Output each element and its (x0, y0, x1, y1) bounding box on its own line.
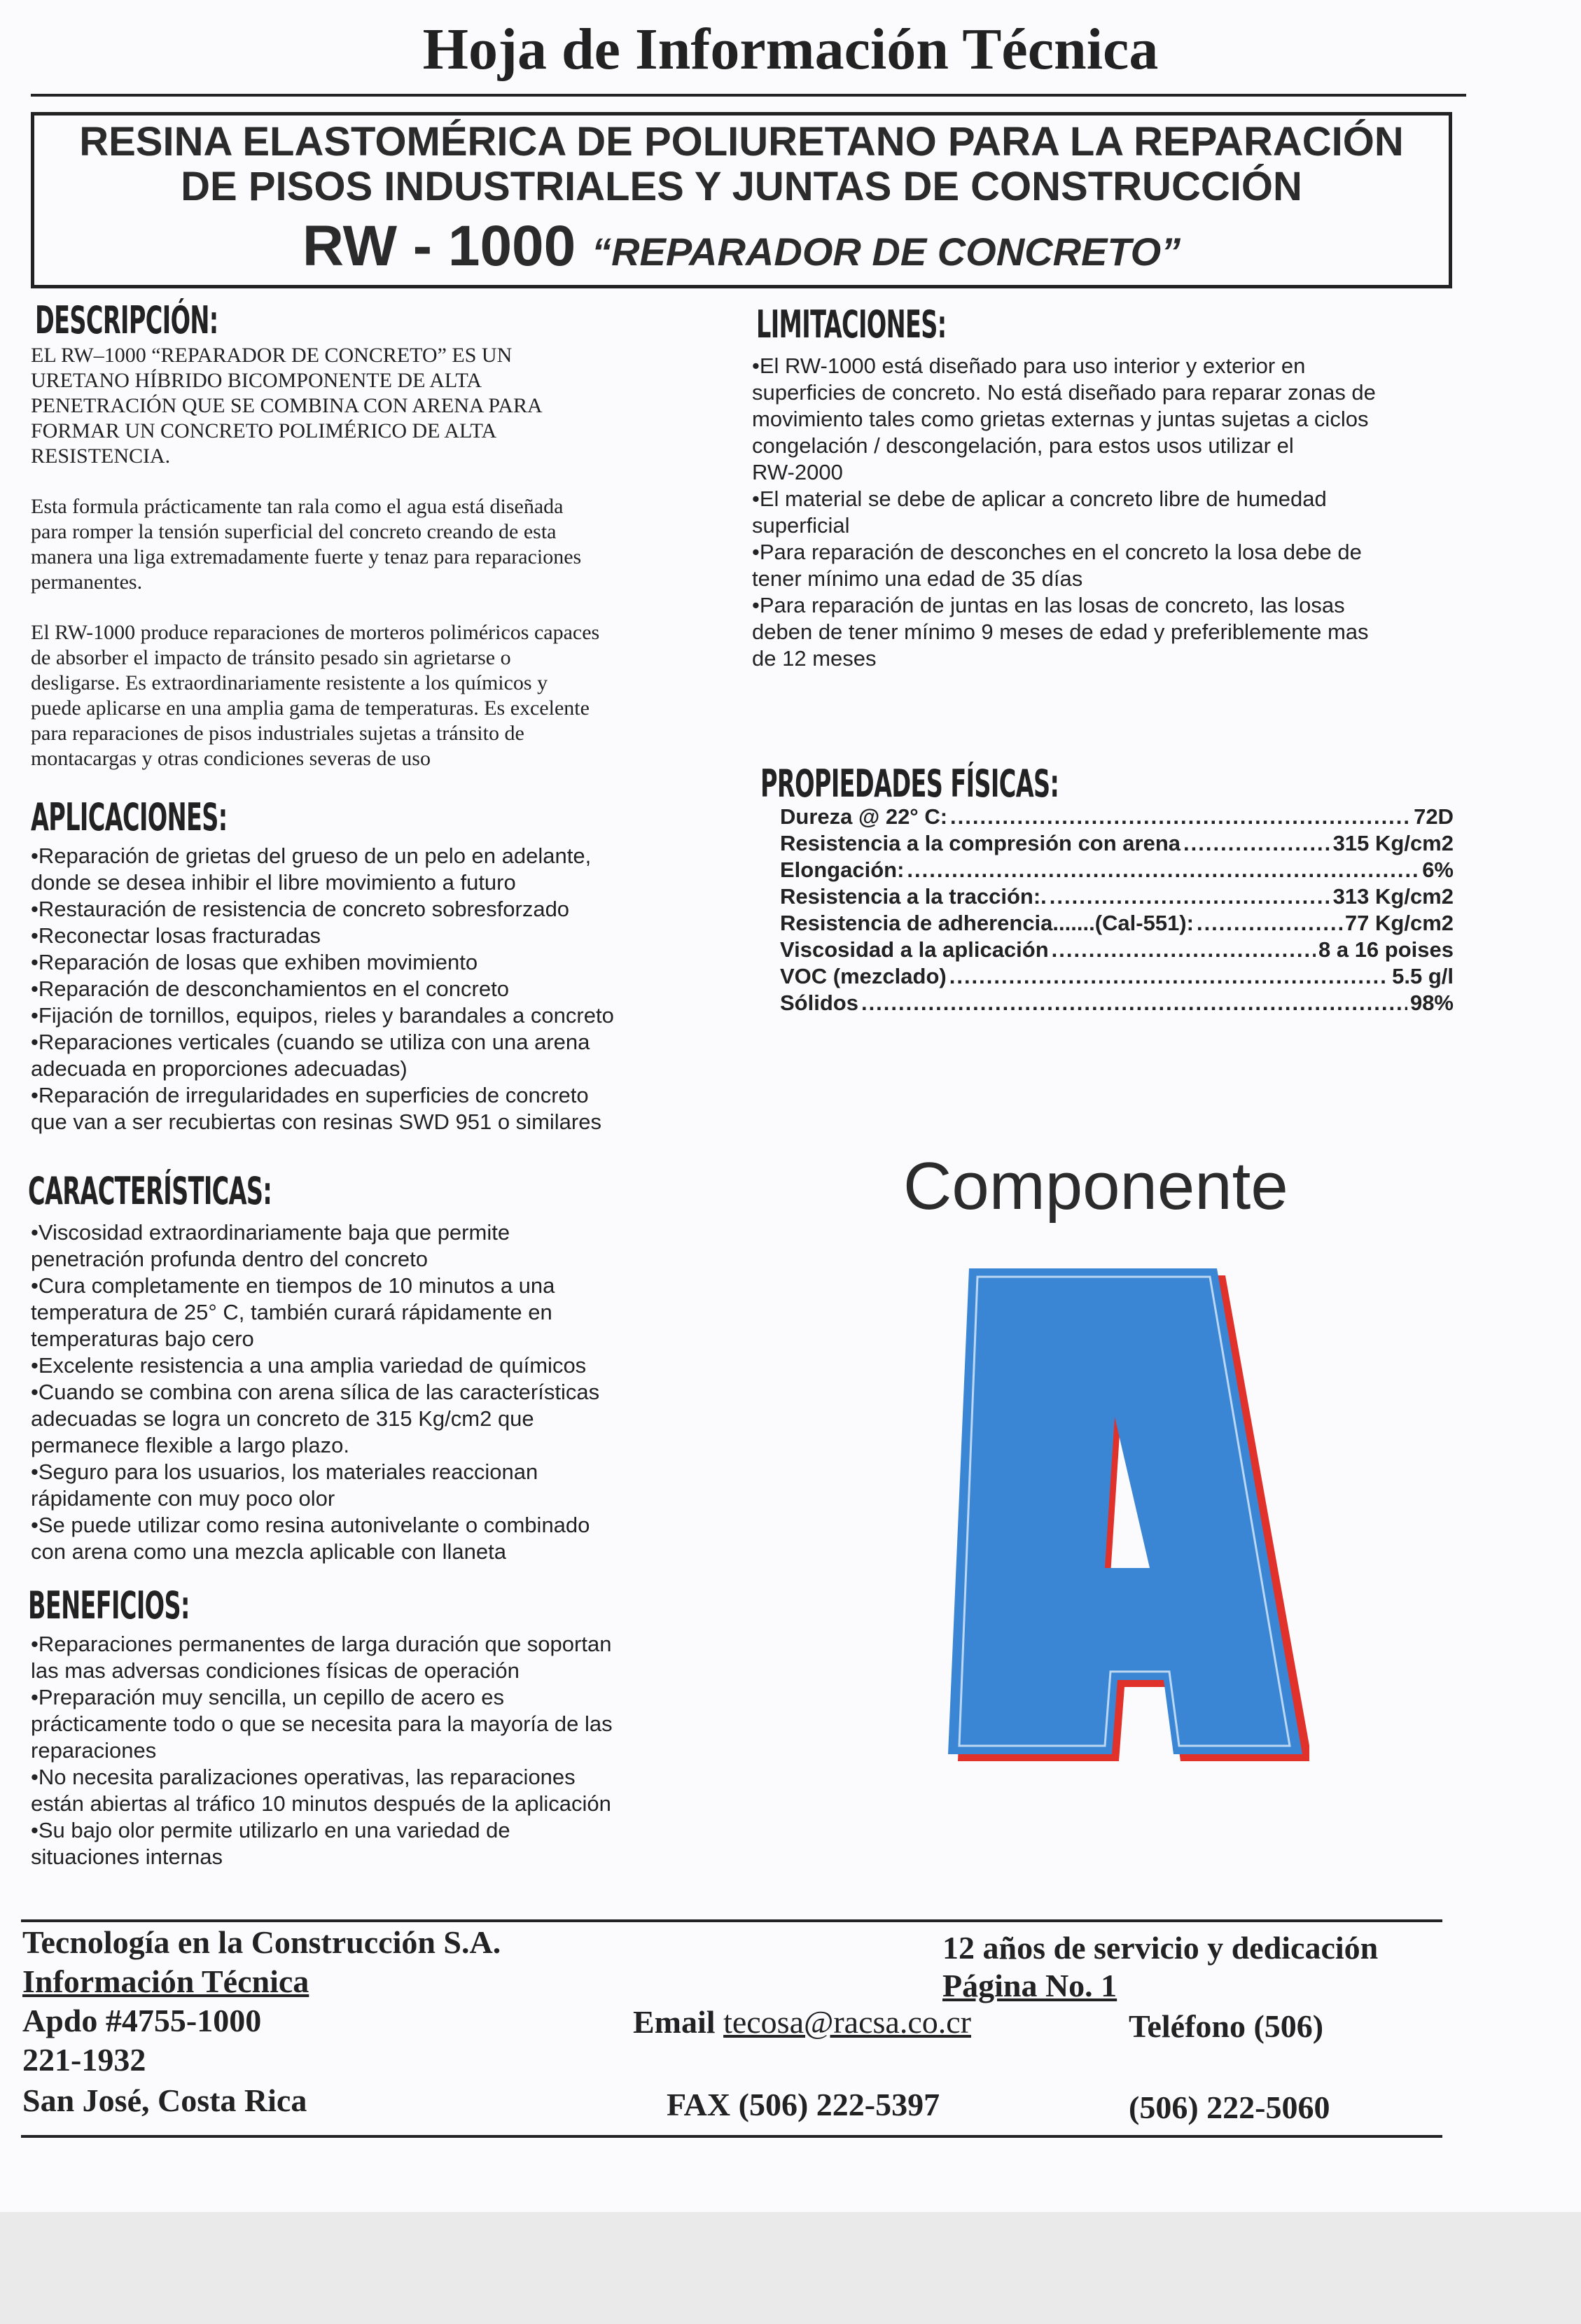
limitaciones-line: congelación / descongelación, para estos usos utilizar el (752, 433, 1294, 458)
caracteristicas-line: •Cuando se combina con arena sílica de las características (31, 1380, 600, 1404)
property-leader-dots (1052, 937, 1316, 963)
header-line-1: RESINA ELASTOMÉRICA DE POLIURETANO PARA LA REPARACIÓN (79, 119, 1404, 164)
componente-label: Componente (903, 1149, 1288, 1224)
caracteristicas-line: con arena como una mezcla aplicable con llaneta (31, 1539, 506, 1564)
email-row (633, 2003, 971, 2040)
limitaciones-line: •El material se debe de aplicar a concreto libre de humedad (752, 486, 1327, 511)
descripcion-line: para romper la tensión superficial del concreto creando de esta (31, 520, 557, 543)
property-label: Viscosidad a la aplicación (780, 937, 1049, 962)
descripcion-line: puede aplicarse en una amplia gama de temperaturas. Es excelente (31, 696, 590, 720)
product-code: RW - 1000 (302, 214, 576, 278)
aplicaciones-line: •Restauración de resistencia de concreto sobresforzado (31, 897, 570, 921)
descripcion-body (31, 343, 682, 771)
caracteristicas-list (31, 1219, 664, 1565)
descripcion-line: desligarse. Es extraordinariamente resistente a los químicos y (31, 671, 548, 694)
footer-bottom-rule (21, 2135, 1442, 2138)
descripcion-paragraph-2 (31, 494, 682, 595)
property-row (780, 963, 1454, 990)
caracteristicas-heading: CARACTERÍSTICAS: (28, 1169, 272, 1213)
property-value: 8 a 16 poises (1318, 937, 1454, 962)
caracteristicas-line: •Viscosidad extraordinariamente baja que permite (31, 1220, 510, 1245)
descripcion-line: manera una liga extremadamente fuerte y tenaz para reparaciones (31, 545, 582, 568)
property-leader-dots (861, 990, 1407, 1014)
property-label: Resistencia a la tracción:. (780, 884, 1047, 909)
property-leader-dots (1050, 883, 1330, 910)
aplicaciones-line: •Reparación de desconchamientos en el concreto (31, 976, 509, 1001)
aplicaciones-line: adecuada en proporciones adecuadas) (31, 1056, 408, 1081)
page-title: Hoja de Información Técnica (422, 17, 1159, 82)
beneficios-line: •No necesita paralizaciones operativas, las reparaciones (31, 1765, 576, 1789)
aplicaciones-line: que van a ser recubiertas con resinas SWD 951 o similares (31, 1110, 601, 1134)
property-row (780, 910, 1454, 937)
property-leader-dots (950, 804, 1411, 830)
aplicaciones-heading: APLICACIONES: (31, 795, 228, 839)
beneficios-line: •Preparación muy sencilla, un cepillo de acero es (31, 1685, 504, 1709)
descripcion-line: PENETRACIÓN QUE SE COMBINA CON ARENA PARA (31, 394, 543, 417)
caracteristicas-line: •Cura completamente en tiempos de 10 minutos a una (31, 1273, 555, 1298)
caracteristicas-line: •Seguro para los usuarios, los materiales reaccionan (31, 1460, 538, 1484)
limitaciones-line: •El RW-1000 está diseñado para uso interior y exterior en (752, 354, 1306, 378)
property-label: Dureza @ 22° C: (780, 804, 948, 829)
component-letter-a-graphic (917, 1267, 1309, 1771)
caracteristicas-line: •Se puede utilizar como resina autonivelante o combinado (31, 1513, 590, 1537)
limitaciones-line: movimiento tales como grietas externas y juntas sujetas a ciclos (752, 407, 1369, 431)
aplicaciones-line: •Reparación de losas que exhiben movimiento (31, 950, 478, 974)
property-value: 6% (1422, 858, 1454, 882)
product-title (34, 214, 1449, 279)
title-divider (31, 94, 1466, 97)
aplicaciones-list (31, 843, 678, 1135)
property-label: Sólidos (780, 990, 858, 1014)
email-label: Email (633, 2004, 716, 2040)
descripcion-line: RESISTENCIA. (31, 444, 171, 468)
property-row (780, 804, 1454, 830)
product-header-box (31, 112, 1452, 288)
caracteristicas-line: permanece flexible a largo plazo. (31, 1433, 349, 1457)
beneficios-list (31, 1631, 664, 1870)
descripcion-line: para reparaciones de pisos industriales sujetas a tránsito de (31, 722, 524, 745)
descripcion-line: montacargas y otras condiciones severas de uso (31, 747, 431, 770)
property-label: Elongación: (780, 858, 905, 882)
descripcion-line: de absorber el impacto de tránsito pesado sin agrietarse o (31, 646, 511, 669)
limitaciones-list (752, 353, 1452, 672)
service-tagline: 12 años de servicio y dedicación (942, 1930, 1379, 1966)
beneficios-line: •Su bajo olor permite utilizarlo en una variedad de (31, 1818, 510, 1842)
product-name: “REPARADOR DE CONCRETO” (592, 230, 1181, 274)
property-value: 72D (1414, 804, 1454, 829)
property-row (780, 990, 1454, 1014)
property-value: 77 Kg/cm2 (1344, 911, 1454, 935)
descripcion-heading: DESCRIPCIÓN: (35, 298, 218, 342)
scan-bottom-margin (0, 2212, 1581, 2324)
property-leader-dots (907, 857, 1419, 883)
propiedades-heading: PROPIEDADES FÍSICAS: (760, 762, 1059, 806)
footer-top-rule (21, 1919, 1442, 1922)
aplicaciones-line: donde se desea inhibir el libre movimiento a futuro (31, 870, 516, 895)
aplicaciones-line: •Reconectar losas fracturadas (31, 923, 321, 948)
technical-info-label: Información Técnica (22, 1963, 309, 1999)
aplicaciones-line: •Fijación de tornillos, equipos, rieles y barandales a concreto (31, 1003, 614, 1028)
limitaciones-line: •Para reparación de desconches en el concreto la losa debe de (752, 540, 1362, 564)
beneficios-line: prácticamente todo o que se necesita para la mayoría de las (31, 1712, 613, 1736)
limitaciones-line: de 12 meses (752, 646, 877, 671)
property-row (780, 830, 1454, 857)
property-value: 98% (1409, 990, 1454, 1014)
property-leader-dots (949, 963, 1389, 990)
beneficios-heading: BENEFICIOS: (28, 1583, 190, 1628)
property-label: VOC (mezclado) (780, 964, 947, 988)
property-label: Resistencia a la compresión con arena (780, 831, 1181, 855)
phone-label: Teléfono (506) (1129, 2008, 1324, 2044)
property-row (780, 883, 1454, 910)
page-number: Página No. 1 (942, 1968, 1117, 2003)
aplicaciones-line: •Reparación de irregularidades en superficies de concreto (31, 1083, 589, 1107)
caracteristicas-line: •Excelente resistencia a una amplia variedad de químicos (31, 1353, 587, 1378)
property-label: Resistencia de adherencia.......(Cal-551): (780, 911, 1194, 935)
descripcion-line: permanentes. (31, 570, 143, 594)
beneficios-line: •Reparaciones permanentes de larga duración que soportan (31, 1632, 612, 1656)
limitaciones-line: superficies de concreto. No está diseñado para reparar zonas de (752, 380, 1376, 405)
descripcion-line: FORMAR UN CONCRETO POLIMÉRICO DE ALTA (31, 419, 497, 442)
caracteristicas-line: penetración profunda dentro del concreto (31, 1247, 429, 1271)
property-value: 5.5 g/l (1392, 964, 1454, 988)
limitaciones-heading: LIMITACIONES: (756, 302, 947, 346)
beneficios-line: están abiertas al tráfico 10 minutos después de la aplicación (31, 1791, 611, 1816)
postal-box: Apdo #4755-1000 (22, 2003, 262, 2038)
beneficios-line: reparaciones (31, 1738, 157, 1763)
descripcion-paragraph-3 (31, 620, 682, 771)
descripcion-line: EL RW–1000 “REPARADOR DE CONCRETO” ES UN (31, 344, 513, 367)
property-row (780, 937, 1454, 963)
aplicaciones-line: •Reparaciones verticales (cuando se utiliza con una arena (31, 1030, 590, 1054)
limitaciones-line: tener mínimo una edad de 35 días (752, 566, 1083, 591)
descripcion-line: URETANO HÍBRIDO BICOMPONENTE DE ALTA (31, 369, 482, 392)
header-line-2: DE PISOS INDUSTRIALES Y JUNTAS DE CONSTRUCCIÓN (181, 164, 1302, 209)
fax-number: FAX (506) 222-5397 (667, 2087, 940, 2122)
propiedades-table (780, 804, 1454, 1014)
property-value: 313 Kg/cm2 (1332, 884, 1454, 909)
caracteristicas-line: adecuadas se logra un concreto de 315 Kg/cm2 que (31, 1406, 534, 1431)
caracteristicas-line: temperatura de 25° C, también curará rápidamente en (31, 1300, 552, 1324)
beneficios-line: situaciones internas (31, 1844, 223, 1869)
city-address: San José, Costa Rica (22, 2082, 307, 2118)
caracteristicas-line: rápidamente con muy poco olor (31, 1486, 335, 1511)
property-row (780, 857, 1454, 883)
postal-box-cont: 221-1932 (22, 2042, 146, 2078)
property-leader-dots (1197, 910, 1342, 937)
limitaciones-line: RW-2000 (752, 460, 843, 484)
property-value: 315 Kg/cm2 (1332, 831, 1454, 855)
company-name: Tecnología en la Construcción S.A. (22, 1924, 501, 1960)
aplicaciones-line: •Reparación de grietas del grueso de un pelo en adelante, (31, 844, 592, 868)
beneficios-line: las mas adversas condiciones físicas de operación (31, 1658, 520, 1683)
caracteristicas-line: temperaturas bajo cero (31, 1326, 254, 1351)
limitaciones-line: deben de tener mínimo 9 meses de edad y preferiblemente mas (752, 620, 1369, 644)
descripcion-line: El RW-1000 produce reparaciones de morteros poliméricos capaces (31, 621, 600, 644)
property-leader-dots (1183, 830, 1330, 857)
descripcion-line: Esta formula prácticamente tan rala como el agua está diseñada (31, 495, 564, 518)
phone-number: (506) 222-5060 (1129, 2090, 1330, 2125)
limitaciones-line: superficial (752, 513, 850, 538)
limitaciones-line: •Para reparación de juntas en las losas de concreto, las losas (752, 593, 1345, 617)
descripcion-paragraph-1 (31, 343, 682, 469)
email-link[interactable]: tecosa@racsa.co.cr (723, 2004, 971, 2040)
